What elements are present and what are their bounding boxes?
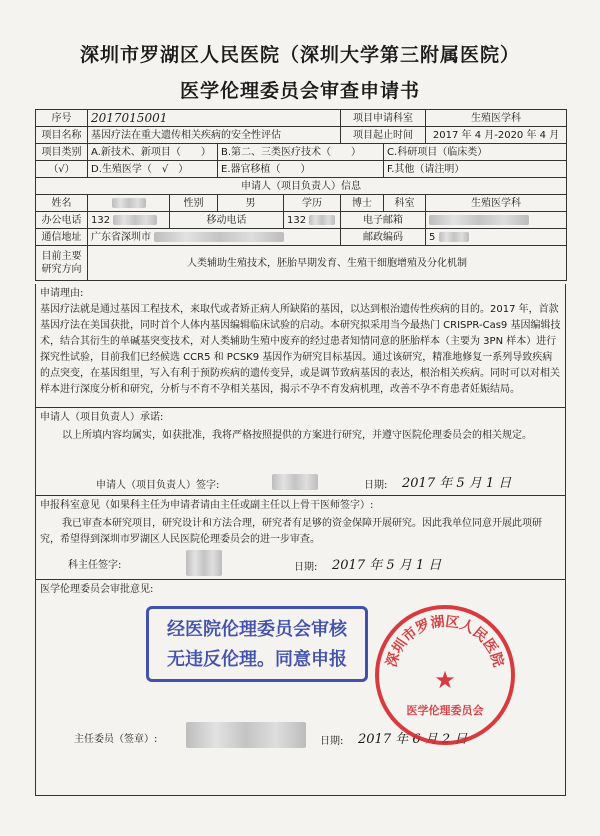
seal-bottom-text: 医学伦理委员会 bbox=[406, 704, 484, 717]
committee-date-label: 日期: bbox=[320, 736, 344, 747]
row-applicant-header bbox=[36, 178, 567, 195]
row-category-2 bbox=[36, 161, 567, 178]
serial-value: 2017015001 bbox=[88, 110, 341, 127]
project-name-label: 项目名称 bbox=[36, 127, 88, 144]
redacted-email bbox=[429, 215, 529, 225]
row-contact bbox=[36, 212, 567, 229]
pledge-text: 以上所填内容均属实，如获批准，我将严格按照提供的方案进行研究，并遵守医院伦理委员会的相关规定。 bbox=[62, 430, 532, 441]
research-value: 人类辅助生殖技术，胚胎早期发育、生殖干细胞增殖及分化机制 bbox=[88, 246, 567, 281]
postcode-cell bbox=[426, 229, 567, 246]
mobile-label: 移动电话 bbox=[170, 212, 284, 229]
section-value: 生殖医学科 bbox=[426, 195, 567, 212]
row-project-name bbox=[36, 127, 567, 144]
reason-heading: 申请理由: bbox=[40, 288, 84, 299]
serial-label: 序号 bbox=[36, 110, 88, 127]
category-mark: （√） bbox=[36, 161, 88, 178]
address-label: 通信地址 bbox=[36, 229, 88, 246]
committee-sign-label: 主任委员（签章）: bbox=[74, 734, 158, 745]
approval-stamp-line2: 无违反伦理。同意申报 bbox=[167, 649, 347, 670]
research-label: 目前主要研究方向 bbox=[36, 246, 88, 281]
dept-value: 生殖医学科 bbox=[426, 110, 567, 127]
seal-arc-text: 深圳市罗湖区人民医院 bbox=[383, 613, 507, 669]
reason-text: 基因疗法就是通过基因工程技术，来取代或者矫正病人所缺陷的基因，以达到根治遗传性疾病的目的。2017 年，首款基因疗法在美国获批，同时首个人体内基因编辑临床试验的启动。本研究拟采用当今最热门 CRISPR-Cas9 基因编辑技术，结合其衍生的单碱基突变技术，对人类辅助生殖中废弃的经过患者知情同意的胚胎样本（主要为 3PN 样本）进行探究性试验，目前我们已经候选 CCR5 和 PCSK9 基因作为研究目标基因。通过该研究，精准地修复一系列导致疾病的点突变，在基因组里，写入有利于预防疾病的遗传变异，或是调节致病基因的表达，根治相关疾病。同时可以对相关样本进行深度分析和研究，分析与不育不孕相关基因，揭示不孕不育发病机理，改善不孕不育患者妊娠结局。 bbox=[40, 304, 561, 395]
ethics-committee-seal bbox=[370, 600, 520, 750]
name-value bbox=[88, 195, 170, 212]
dept-date-handwritten: 2017 年 5 月 1 日 bbox=[332, 558, 442, 573]
document-subtitle: 医学伦理委员会审查申请书 bbox=[179, 80, 420, 102]
dept-opinion-text: 我已审查本研究项目，研究设计和方法合理，研究者有足够的资金保障开展研究。因此我单位同意开展此项研究，希望得到深圳市罗湖区人民医院伦理委员会的进一步审查。 bbox=[40, 518, 542, 545]
pledge-heading: 申请人（项目负责人）承诺: bbox=[40, 412, 164, 423]
mobile-value: 132 bbox=[287, 214, 307, 226]
reason-section bbox=[35, 284, 566, 408]
dept-date-label: 日期: bbox=[294, 562, 318, 573]
gender-value: 男 bbox=[218, 195, 284, 212]
education-label: 学历 bbox=[284, 195, 341, 212]
category-a: A.新技术、新项目（ ） bbox=[88, 144, 218, 161]
row-serial bbox=[36, 110, 567, 127]
redacted-address bbox=[154, 232, 284, 242]
address-value: 广东省深圳市 bbox=[91, 231, 151, 243]
category-c: C.科研项目（临床类） bbox=[384, 144, 567, 161]
row-research bbox=[36, 246, 567, 281]
redacted-chair-signature bbox=[186, 722, 306, 748]
committee-heading: 医学伦理委员会审批意见: bbox=[40, 584, 154, 595]
dept-label: 项目申请科室 bbox=[341, 110, 426, 127]
category-b: B.第二、三类医疗技术（ ） bbox=[218, 144, 384, 161]
project-name-value: 基因疗法在重大遗传相关疾病的安全性评估 bbox=[88, 127, 341, 144]
email-label: 电子邮箱 bbox=[341, 212, 426, 229]
row-address bbox=[36, 229, 567, 246]
pledge-date-handwritten: 2017 年 5 月 1 日 bbox=[402, 476, 512, 491]
redacted-applicant-signature bbox=[272, 474, 318, 490]
redacted-director-signature bbox=[186, 550, 222, 576]
category-e: E.器官移植（ ） bbox=[218, 161, 384, 178]
approval-stamp bbox=[146, 606, 368, 682]
dept-sign-label: 科主任签字: bbox=[68, 560, 122, 571]
phone-value: 132 bbox=[91, 214, 111, 226]
redacted-name bbox=[112, 198, 146, 208]
dept-opinion-heading: 申报科室意见（如果科主任为申请者请由主任或副主任以上骨干医师签字）: bbox=[40, 500, 374, 511]
email-value bbox=[426, 212, 567, 229]
approval-stamp-line1: 经医院伦理委员会审核 bbox=[167, 619, 347, 640]
postcode-label: 邮政编码 bbox=[341, 229, 426, 246]
period-label: 项目起止时间 bbox=[341, 127, 426, 144]
address-cell bbox=[88, 229, 341, 246]
category-f: F.其他（请注明） bbox=[384, 161, 567, 178]
pledge-sign-label: 申请人（项目负责人）签字: bbox=[96, 480, 220, 491]
postcode-value: 5 bbox=[429, 231, 436, 243]
pledge-section bbox=[35, 408, 566, 496]
category-d: D.生殖医学（ √ ） bbox=[88, 161, 218, 178]
seal-star-icon: ★ bbox=[434, 666, 456, 694]
redacted-phone bbox=[113, 215, 157, 225]
name-label: 姓名 bbox=[36, 195, 88, 212]
education-value: 博士 bbox=[341, 195, 384, 212]
redacted-postcode bbox=[439, 232, 469, 242]
period-value: 2017 年 4 月-2020 年 4 月 bbox=[426, 127, 567, 144]
category-label: 项目类别 bbox=[36, 144, 88, 161]
document-title: 深圳市罗湖区人民医院（深圳大学第三附属医院） bbox=[79, 44, 520, 66]
mobile-cell bbox=[284, 212, 341, 229]
phone-label: 办公电话 bbox=[36, 212, 88, 229]
row-category-1 bbox=[36, 144, 567, 161]
section-label: 科室 bbox=[384, 195, 426, 212]
department-opinion-section bbox=[35, 496, 566, 580]
pledge-date-label: 日期: bbox=[364, 480, 388, 491]
redacted-mobile bbox=[309, 215, 335, 225]
applicant-info-header: 申请人（项目负责人）信息 bbox=[36, 178, 567, 195]
gender-label: 性别 bbox=[170, 195, 218, 212]
application-form-table bbox=[35, 109, 567, 281]
phone-cell bbox=[88, 212, 170, 229]
committee-date-handwritten: 2017 年 6 月 2 日 bbox=[358, 732, 468, 747]
row-applicant-basic bbox=[36, 195, 567, 212]
